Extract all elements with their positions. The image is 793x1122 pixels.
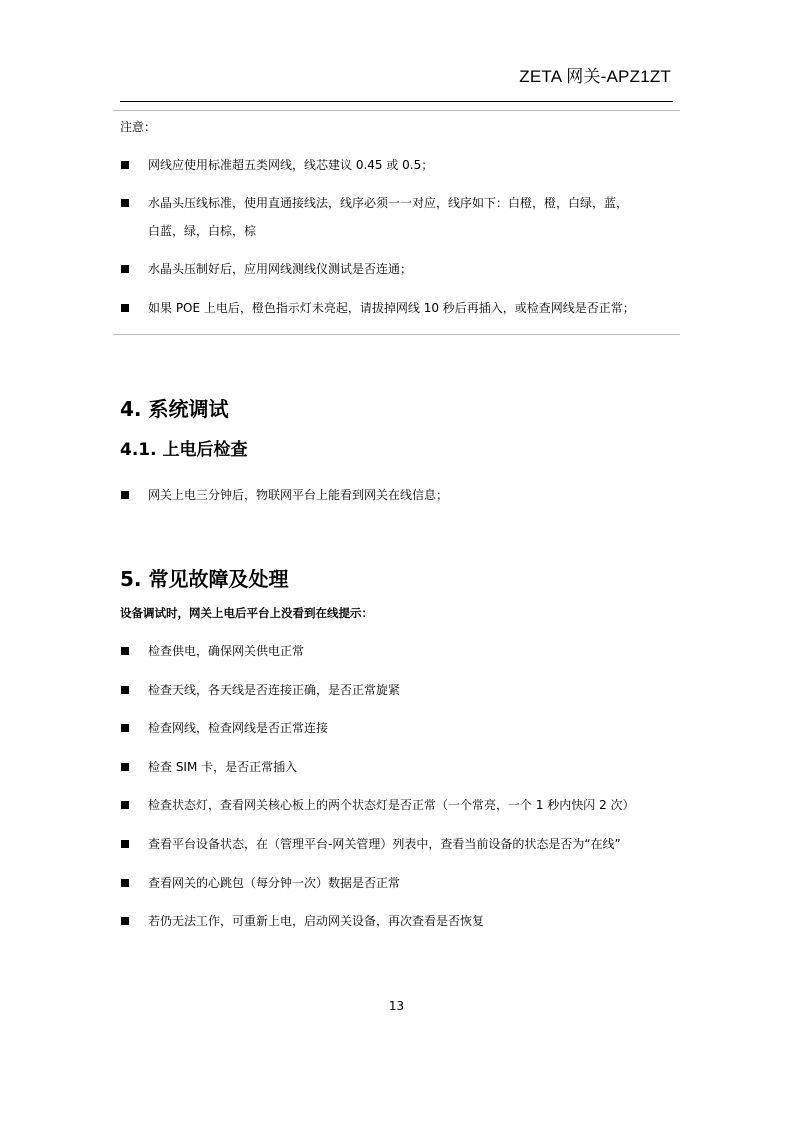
header-title: ZETA 网关-APZ1ZT [519, 67, 671, 86]
troubleshoot-item: 检查网线，检查网线是否正常连接 [148, 721, 329, 735]
bullet-icon [121, 917, 129, 925]
bullet-icon [121, 840, 129, 848]
note-item: 如果 POE 上电后，橙色指示灯未亮起，请拔掉网线 10 秒后再插入，或检查网线是否正常； [148, 301, 635, 315]
note-item: 网线应使用标准超五类网线，线芯建议 0.45 或 0.5； [148, 158, 434, 172]
troubleshoot-item: 检查状态灯，查看网关核心板上的两个状态灯是否正常（一个常亮，一个 1 秒内快闪 2 次） [148, 798, 635, 812]
bullet-icon [121, 161, 129, 169]
troubleshoot-item: 检查天线，各天线是否连接正确，是否正常旋紧 [148, 683, 401, 697]
page-number: 13 [388, 999, 405, 1013]
note-item-continuation: 白蓝，绿，白棕，棕 [148, 224, 257, 238]
note-box-bottom-border [113, 334, 680, 335]
note-item: 水晶头压制好后，应用网线测线仪测试是否连通； [148, 262, 413, 276]
troubleshoot-item: 查看平台设备状态，在（管理平台-网关管理）列表中，查看当前设备的状态是否为“在线” [148, 837, 621, 851]
troubleshoot-item: 查看网关的心跳包（每分钟一次）数据是否正常 [148, 876, 401, 890]
bullet-icon [121, 763, 129, 771]
header-rule [120, 101, 673, 102]
bullet-icon [121, 491, 129, 499]
bullet-icon [121, 686, 129, 694]
section-5-intro: 设备调试时，网关上电后平台上没看到在线提示： [120, 606, 373, 620]
note-label: 注意： [120, 120, 157, 134]
bullet-icon [121, 724, 129, 732]
note-item: 水晶头压线标准，使用直通接线法，线序必须一一对应，线序如下：白橙，橙，白绿，蓝， [148, 196, 629, 210]
bullet-icon [121, 265, 129, 273]
troubleshoot-item: 若仍无法工作，可重新上电，启动网关设备，再次查看是否恢复 [148, 914, 485, 928]
section-4-heading: 4. 系统调试 [120, 397, 229, 421]
troubleshoot-item: 检查 SIM 卡，是否正常插入 [148, 760, 298, 774]
bullet-icon [121, 879, 129, 887]
bullet-icon [121, 199, 129, 207]
bullet-icon [121, 304, 129, 312]
section-4-item: 网关上电三分钟后，物联网平台上能看到网关在线信息； [148, 488, 449, 502]
bullet-icon [121, 647, 129, 655]
section-4-1-heading: 4.1. 上电后检查 [120, 440, 248, 460]
troubleshoot-item: 检查供电，确保网关供电正常 [148, 644, 305, 658]
section-5-heading: 5. 常见故障及处理 [120, 567, 289, 591]
note-box-top-border [113, 110, 680, 111]
bullet-icon [121, 801, 129, 809]
